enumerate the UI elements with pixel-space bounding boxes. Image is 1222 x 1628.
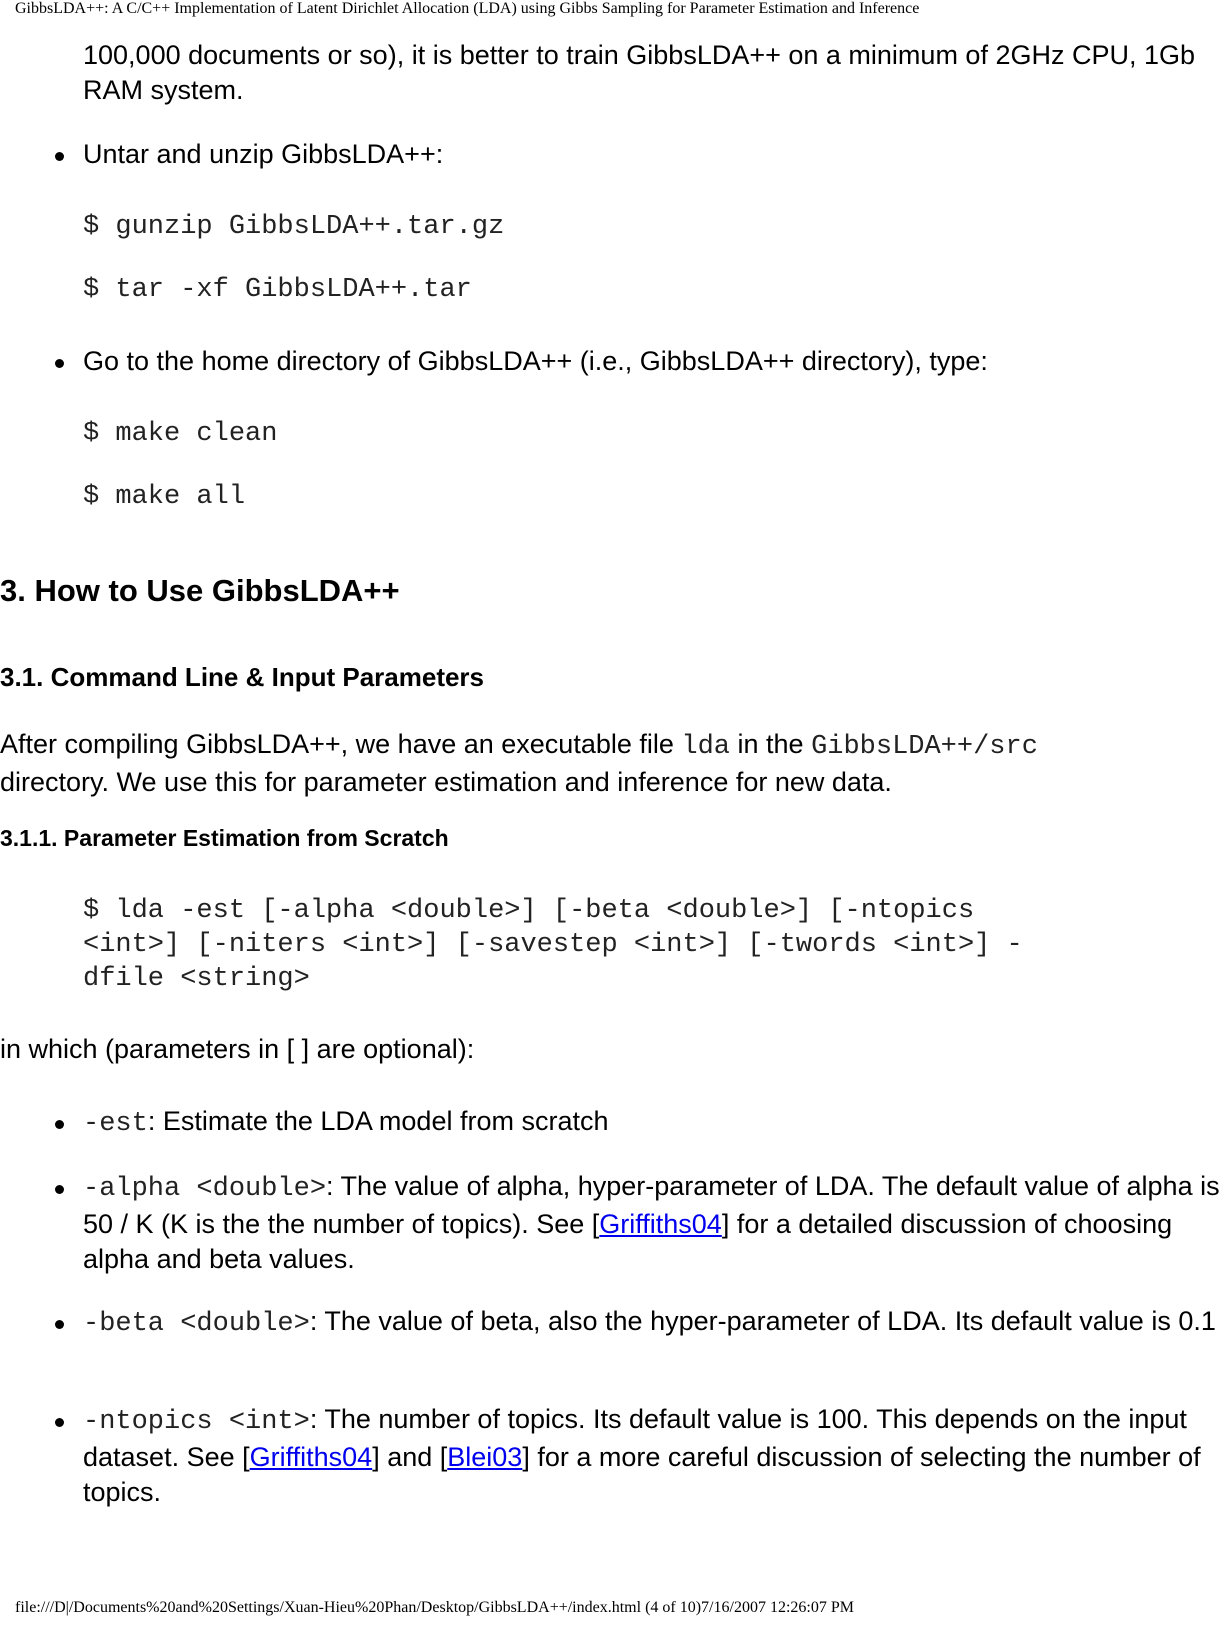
section-3-heading: 3. How to Use GibbsLDA++: [0, 573, 400, 608]
code-make-all: $ make all: [83, 482, 246, 512]
code-lda: lda: [681, 732, 730, 762]
page-header-title: GibbsLDA++: A C/C++ Implementation of Latent Dirichlet Allocation (LDA) using Gibbs Sampling for Parameter Estimation and Inference: [15, 0, 920, 17]
param-flag: -alpha <double>: [83, 1174, 327, 1204]
install-step-make: Go to the home directory of GibbsLDA++ (i.e., GibbsLDA++ directory), type:: [83, 346, 988, 376]
bullet-icon: [55, 1185, 64, 1194]
code-lda-est-line-1: $ lda -est [-alpha <double>] [-beta <double>] [-ntopics: [83, 896, 975, 926]
code-tar: $ tar -xf GibbsLDA++.tar: [83, 275, 472, 305]
bullet-icon: [55, 1120, 64, 1129]
param-ntopics: -ntopics <int>: The number of topics. Its default value is 100. This depends on the input dataset. See [Griffiths04] and [Blei03] for a more careful discussion of selecting the number of topics.: [83, 1404, 1201, 1507]
section-3-1-1-heading: 3.1.1. Parameter Estimation from Scratch: [0, 825, 449, 851]
code-src-dir: GibbsLDA++/src: [811, 732, 1038, 762]
section-3-1-heading: 3.1. Command Line & Input Parameters: [0, 662, 485, 692]
link-griffiths04[interactable]: Griffiths04: [249, 1442, 373, 1472]
section-3-1-paragraph: After compiling GibbsLDA++, we have an executable file lda in the GibbsLDA++/src directory. We use this for parameter estimation and inference for new data.: [0, 729, 1038, 797]
intro-continuation: 100,000 documents or so), it is better to train GibbsLDA++ on a minimum of 2GHz CPU, 1Gb RAM system.: [83, 40, 1196, 105]
param-alpha: -alpha <double>: The value of alpha, hyper-parameter of LDA. The default value of alpha is 50 / K (K is the the number of topics). See [Griffiths04] for a detailed discussion of choosing alpha and beta values.: [83, 1171, 1220, 1274]
param-flag: -est: [83, 1109, 148, 1139]
bullet-icon: [55, 1320, 64, 1329]
code-lda-est-line-2: <int>] [-niters <int>] [-savestep <int>] [-twords <int>] -: [83, 930, 1023, 960]
link-griffiths04[interactable]: Griffiths04: [599, 1209, 722, 1239]
bullet-icon: [55, 1418, 64, 1427]
code-lda-est-line-3: dfile <string>: [83, 964, 310, 994]
bullet-icon: [55, 359, 64, 368]
param-est: -est: Estimate the LDA model from scratch: [83, 1106, 609, 1139]
page-footer-path: file:///D|/Documents%20and%20Settings/Xuan-Hieu%20Phan/Desktop/GibbsLDA++/index.html (4 of 10)7/16/2007 12:26:07 PM: [15, 1599, 854, 1616]
in-which-text: in which (parameters in [ ] are optional):: [0, 1034, 475, 1064]
param-flag: -ntopics <int>: [83, 1407, 310, 1437]
param-flag: -beta <double>: [83, 1309, 310, 1339]
bullet-icon: [55, 152, 64, 161]
link-blei03[interactable]: Blei03: [447, 1442, 523, 1472]
code-gunzip: $ gunzip GibbsLDA++.tar.gz: [83, 212, 505, 242]
install-step-untar: Untar and unzip GibbsLDA++:: [83, 139, 444, 169]
param-beta: -beta <double>: The value of beta, also the hyper-parameter of LDA. Its default value is 0.1: [83, 1306, 1216, 1339]
code-make-clean: $ make clean: [83, 419, 278, 449]
